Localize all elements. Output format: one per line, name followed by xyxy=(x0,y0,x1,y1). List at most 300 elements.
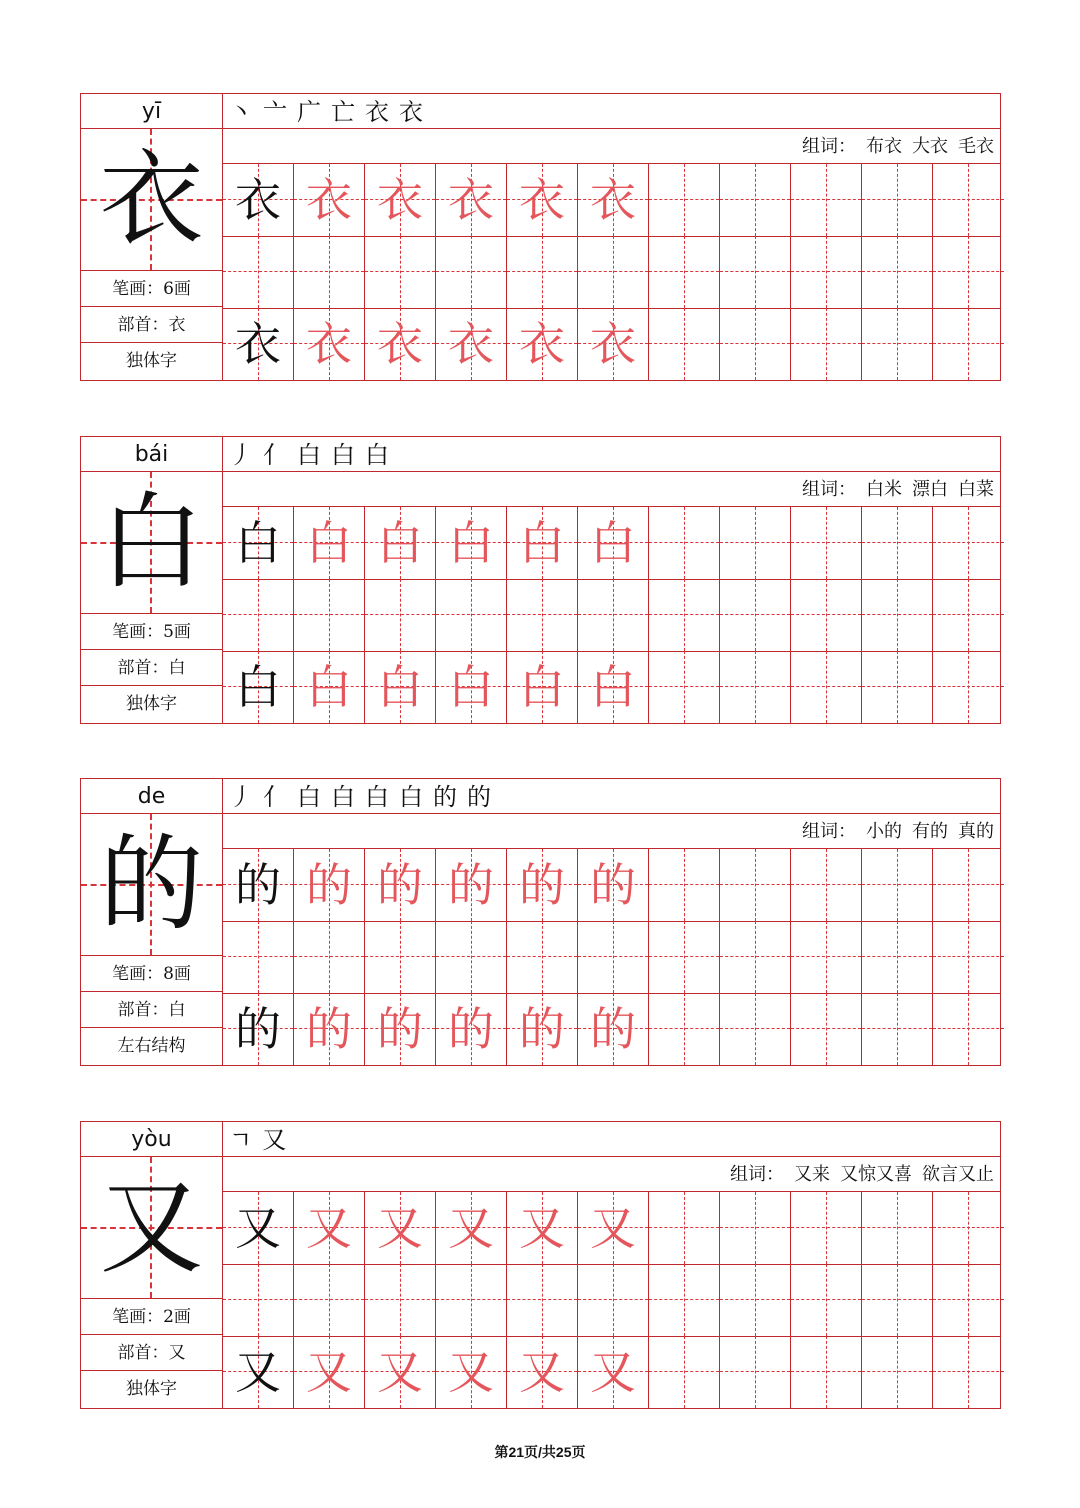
example-character: 又 xyxy=(235,1345,281,1399)
writing-cell[interactable] xyxy=(578,921,649,993)
trace-character: 又 xyxy=(377,1201,423,1255)
writing-cell[interactable] xyxy=(223,849,294,921)
guide-line-vertical xyxy=(968,1264,969,1336)
trace-character: 又 xyxy=(377,1345,423,1399)
example-word: 真的 xyxy=(958,821,994,842)
guide-line-vertical xyxy=(258,579,259,651)
writing-cell[interactable] xyxy=(862,308,933,380)
writing-cell[interactable] xyxy=(720,236,791,308)
guide-line-vertical xyxy=(400,921,401,993)
example-character: 的 xyxy=(235,1002,281,1056)
guide-line-vertical xyxy=(897,849,898,921)
word-examples-row xyxy=(223,129,1000,164)
trace-character: 又 xyxy=(590,1201,636,1255)
page-footer: 第21页/共25页 xyxy=(494,1444,586,1460)
writing-cell[interactable] xyxy=(436,993,507,1065)
example-word: 布衣 xyxy=(866,136,902,157)
trace-character: 白 xyxy=(519,660,565,714)
trace-character: 白 xyxy=(448,516,494,570)
writing-cell[interactable] xyxy=(649,1264,720,1336)
writing-cell[interactable] xyxy=(933,1192,1004,1264)
writing-cell[interactable] xyxy=(649,1336,720,1408)
stroke-count-label: 笔画：2画 xyxy=(81,1299,222,1335)
example-character: 白 xyxy=(235,516,281,570)
guide-line-vertical xyxy=(542,921,543,993)
practice-row xyxy=(223,236,1000,308)
writing-cell[interactable] xyxy=(862,236,933,308)
writing-cell[interactable] xyxy=(507,164,578,236)
writing-cell[interactable] xyxy=(294,579,365,651)
writing-cell[interactable] xyxy=(365,507,436,579)
radical-label: 部首：衣 xyxy=(81,307,222,343)
writing-cell[interactable] xyxy=(862,1336,933,1408)
writing-cell[interactable] xyxy=(294,849,365,921)
guide-line-vertical xyxy=(897,993,898,1065)
pinyin-label: de xyxy=(81,779,222,814)
writing-cell[interactable] xyxy=(365,1264,436,1336)
writing-cell[interactable] xyxy=(649,164,720,236)
writing-cell[interactable] xyxy=(578,849,649,921)
writing-cell[interactable] xyxy=(720,507,791,579)
guide-line-vertical xyxy=(968,236,969,308)
radical-label: 部首：又 xyxy=(81,1335,222,1371)
example-word: 白米 xyxy=(866,479,902,500)
writing-cell[interactable] xyxy=(578,164,649,236)
writing-cell[interactable] xyxy=(365,921,436,993)
trace-character: 衣 xyxy=(306,317,352,371)
stroke-step: 衣 xyxy=(365,98,393,126)
writing-cell[interactable] xyxy=(791,993,862,1065)
writing-cell[interactable] xyxy=(649,236,720,308)
writing-cell[interactable] xyxy=(862,507,933,579)
writing-cell[interactable] xyxy=(933,849,1004,921)
stroke-step: 衣 xyxy=(399,98,427,126)
writing-cell[interactable] xyxy=(933,921,1004,993)
writing-cell[interactable] xyxy=(791,1336,862,1408)
writing-cell[interactable] xyxy=(933,164,1004,236)
stroke-step: 白 xyxy=(297,441,325,469)
writing-cell[interactable] xyxy=(436,1264,507,1336)
writing-cell[interactable] xyxy=(649,849,720,921)
example-character: 的 xyxy=(235,858,281,912)
writing-cell[interactable] xyxy=(294,993,365,1065)
model-character: 衣 xyxy=(99,138,204,260)
writing-cell[interactable] xyxy=(862,1264,933,1336)
writing-cell[interactable] xyxy=(791,308,862,380)
guide-line-vertical xyxy=(968,164,969,236)
writing-cell[interactable] xyxy=(223,579,294,651)
writing-cell[interactable] xyxy=(223,1192,294,1264)
guide-line-vertical xyxy=(755,507,756,579)
guide-line-vertical xyxy=(613,579,614,651)
trace-character: 白 xyxy=(519,516,565,570)
writing-cell[interactable] xyxy=(791,236,862,308)
guide-line-vertical xyxy=(897,579,898,651)
writing-cell[interactable] xyxy=(436,236,507,308)
stroke-step: 丿 xyxy=(229,441,257,469)
practice-row xyxy=(223,507,1000,579)
writing-cell[interactable] xyxy=(223,651,294,723)
guide-line-vertical xyxy=(968,921,969,993)
writing-cell[interactable] xyxy=(507,1264,578,1336)
structure-label: 左右结构 xyxy=(117,1036,186,1056)
writing-cell[interactable] xyxy=(507,236,578,308)
practice-row xyxy=(223,1336,1000,1408)
writing-cell[interactable] xyxy=(720,579,791,651)
writing-cell[interactable] xyxy=(436,651,507,723)
guide-line-vertical xyxy=(755,308,756,380)
writing-cell[interactable] xyxy=(223,164,294,236)
example-character: 白 xyxy=(235,660,281,714)
character-card xyxy=(80,436,1001,724)
guide-line-vertical xyxy=(968,1336,969,1408)
structure-label: 独体字 xyxy=(126,351,177,371)
writing-cell[interactable] xyxy=(791,921,862,993)
trace-character: 的 xyxy=(590,858,636,912)
writing-cell[interactable] xyxy=(933,236,1004,308)
trace-character: 又 xyxy=(590,1345,636,1399)
trace-character: 又 xyxy=(519,1201,565,1255)
writing-cell[interactable] xyxy=(578,507,649,579)
writing-cell[interactable] xyxy=(578,236,649,308)
writing-cell[interactable] xyxy=(507,993,578,1065)
guide-line-vertical xyxy=(684,236,685,308)
writing-cell[interactable] xyxy=(862,1192,933,1264)
writing-cell[interactable] xyxy=(649,651,720,723)
model-character-box xyxy=(81,472,222,614)
character-info-panel xyxy=(81,779,223,1065)
guide-line-vertical xyxy=(968,507,969,579)
guide-line-vertical xyxy=(826,849,827,921)
writing-cell[interactable] xyxy=(578,993,649,1065)
writing-cell[interactable] xyxy=(578,1192,649,1264)
practice-row xyxy=(223,993,1000,1065)
guide-line-vertical xyxy=(826,507,827,579)
trace-character: 衣 xyxy=(377,173,423,227)
writing-cell[interactable] xyxy=(294,1192,365,1264)
writing-cell[interactable] xyxy=(578,1264,649,1336)
writing-cell[interactable] xyxy=(507,849,578,921)
writing-cell[interactable] xyxy=(933,308,1004,380)
trace-character: 又 xyxy=(448,1201,494,1255)
trace-character: 白 xyxy=(306,516,352,570)
writing-cell[interactable] xyxy=(223,921,294,993)
stroke-order-row xyxy=(223,1122,1000,1157)
trace-character: 的 xyxy=(590,1002,636,1056)
trace-character: 衣 xyxy=(377,317,423,371)
writing-cell[interactable] xyxy=(578,651,649,723)
writing-cell[interactable] xyxy=(720,993,791,1065)
guide-line-vertical xyxy=(684,507,685,579)
trace-character: 又 xyxy=(306,1345,352,1399)
stroke-step: 白 xyxy=(399,783,427,811)
writing-cell[interactable] xyxy=(436,849,507,921)
writing-cell[interactable] xyxy=(294,308,365,380)
trace-character: 的 xyxy=(519,858,565,912)
guide-line-vertical xyxy=(684,164,685,236)
writing-cell[interactable] xyxy=(649,993,720,1065)
stroke-step: ㄱ xyxy=(229,1126,257,1154)
character-card xyxy=(80,1121,1001,1409)
writing-cell[interactable] xyxy=(933,507,1004,579)
stroke-step: 亡 xyxy=(331,98,359,126)
words-label: 组词： xyxy=(802,136,856,157)
character-card xyxy=(80,93,1001,381)
guide-line-vertical xyxy=(471,921,472,993)
stroke-step: 白 xyxy=(297,783,325,811)
guide-line-vertical xyxy=(684,1264,685,1336)
practice-row xyxy=(223,651,1000,723)
trace-character: 白 xyxy=(448,660,494,714)
writing-cell[interactable] xyxy=(223,1264,294,1336)
guide-line-vertical xyxy=(897,236,898,308)
writing-cell[interactable] xyxy=(933,1336,1004,1408)
writing-cell[interactable] xyxy=(862,921,933,993)
guide-line-vertical xyxy=(684,849,685,921)
writing-cell[interactable] xyxy=(862,849,933,921)
practice-row xyxy=(223,1264,1000,1336)
writing-cell[interactable] xyxy=(223,308,294,380)
writing-cell[interactable] xyxy=(223,993,294,1065)
practice-row xyxy=(223,921,1000,993)
guide-line-vertical xyxy=(897,921,898,993)
guide-line-vertical xyxy=(684,308,685,380)
writing-cell[interactable] xyxy=(720,651,791,723)
guide-line-vertical xyxy=(258,236,259,308)
guide-line-vertical xyxy=(684,1192,685,1264)
writing-cell[interactable] xyxy=(791,1264,862,1336)
writing-cell[interactable] xyxy=(720,1192,791,1264)
radical-label: 部首：白 xyxy=(81,650,222,686)
guide-line-vertical xyxy=(400,579,401,651)
practice-row xyxy=(223,308,1000,380)
words-label: 组词： xyxy=(730,1164,784,1185)
writing-cell[interactable] xyxy=(649,921,720,993)
trace-character: 白 xyxy=(377,516,423,570)
writing-cell[interactable] xyxy=(436,579,507,651)
guide-line-vertical xyxy=(755,236,756,308)
writing-cell[interactable] xyxy=(365,164,436,236)
trace-character: 白 xyxy=(306,660,352,714)
guide-line-vertical xyxy=(968,651,969,723)
writing-cell[interactable] xyxy=(507,579,578,651)
writing-cell[interactable] xyxy=(933,993,1004,1065)
model-character-box xyxy=(81,814,222,956)
character-info-panel xyxy=(81,437,223,723)
writing-cell[interactable] xyxy=(365,651,436,723)
guide-line-vertical xyxy=(755,1192,756,1264)
writing-cell[interactable] xyxy=(933,579,1004,651)
writing-cell[interactable] xyxy=(365,1336,436,1408)
trace-character: 的 xyxy=(306,1002,352,1056)
writing-cell[interactable] xyxy=(720,1264,791,1336)
writing-cell[interactable] xyxy=(365,308,436,380)
writing-cell[interactable] xyxy=(578,1336,649,1408)
guide-line-vertical xyxy=(897,1192,898,1264)
words-label: 组词： xyxy=(802,479,856,500)
writing-cell[interactable] xyxy=(436,164,507,236)
guide-line-vertical xyxy=(755,1264,756,1336)
writing-cell[interactable] xyxy=(507,507,578,579)
writing-cell[interactable] xyxy=(436,921,507,993)
guide-line-vertical xyxy=(684,993,685,1065)
guide-line-vertical xyxy=(755,651,756,723)
guide-line-vertical xyxy=(826,921,827,993)
guide-line-vertical xyxy=(755,849,756,921)
guide-line-vertical xyxy=(755,921,756,993)
guide-line-vertical xyxy=(968,849,969,921)
stroke-step: 广 xyxy=(297,98,325,126)
writing-cell[interactable] xyxy=(720,849,791,921)
guide-line-vertical xyxy=(542,1264,543,1336)
writing-cell[interactable] xyxy=(294,1336,365,1408)
trace-character: 衣 xyxy=(306,173,352,227)
guide-line-vertical xyxy=(613,921,614,993)
guide-line-vertical xyxy=(613,1264,614,1336)
example-word: 小的 xyxy=(866,821,902,842)
writing-cell[interactable] xyxy=(720,164,791,236)
guide-line-vertical xyxy=(826,993,827,1065)
pinyin-label: yòu xyxy=(81,1122,222,1157)
stroke-step: 丿 xyxy=(229,783,257,811)
writing-cell[interactable] xyxy=(507,1192,578,1264)
writing-cell[interactable] xyxy=(223,507,294,579)
model-character: 又 xyxy=(99,1166,204,1288)
writing-cell[interactable] xyxy=(649,1192,720,1264)
trace-character: 的 xyxy=(448,1002,494,1056)
writing-cell[interactable] xyxy=(294,651,365,723)
writing-cell[interactable] xyxy=(649,308,720,380)
trace-character: 白 xyxy=(377,660,423,714)
writing-cell[interactable] xyxy=(365,993,436,1065)
writing-cell[interactable] xyxy=(933,1264,1004,1336)
word-examples-row xyxy=(223,1157,1000,1192)
guide-line-vertical xyxy=(755,579,756,651)
writing-cell[interactable] xyxy=(791,507,862,579)
writing-cell[interactable] xyxy=(791,849,862,921)
guide-line-vertical xyxy=(897,651,898,723)
guide-line-vertical xyxy=(258,1264,259,1336)
writing-cell[interactable] xyxy=(720,921,791,993)
guide-line-vertical xyxy=(897,164,898,236)
guide-line-vertical xyxy=(897,308,898,380)
writing-cell[interactable] xyxy=(649,579,720,651)
example-word: 欲言又止 xyxy=(922,1164,994,1185)
writing-cell[interactable] xyxy=(578,308,649,380)
guide-line-vertical xyxy=(897,507,898,579)
writing-cell[interactable] xyxy=(507,651,578,723)
writing-cell[interactable] xyxy=(365,1192,436,1264)
word-examples-row xyxy=(223,472,1000,507)
trace-character: 衣 xyxy=(519,173,565,227)
writing-cell[interactable] xyxy=(507,308,578,380)
writing-cell[interactable] xyxy=(578,579,649,651)
writing-cell[interactable] xyxy=(294,507,365,579)
writing-cell[interactable] xyxy=(507,1336,578,1408)
writing-cell[interactable] xyxy=(365,579,436,651)
writing-cell[interactable] xyxy=(294,1264,365,1336)
writing-cell[interactable] xyxy=(223,236,294,308)
trace-character: 又 xyxy=(306,1201,352,1255)
writing-cell[interactable] xyxy=(649,507,720,579)
guide-line-vertical xyxy=(826,1264,827,1336)
writing-cell[interactable] xyxy=(436,308,507,380)
trace-character: 衣 xyxy=(590,317,636,371)
writing-cell[interactable] xyxy=(791,164,862,236)
trace-character: 的 xyxy=(519,1002,565,1056)
guide-line-vertical xyxy=(968,579,969,651)
character-info-panel xyxy=(81,1122,223,1408)
character-info-panel xyxy=(81,94,223,380)
stroke-count-label: 笔画：5画 xyxy=(81,614,222,650)
guide-line-vertical xyxy=(897,1336,898,1408)
guide-line-vertical xyxy=(826,1336,827,1408)
writing-cell[interactable] xyxy=(862,579,933,651)
writing-cell[interactable] xyxy=(294,236,365,308)
writing-cell[interactable] xyxy=(791,651,862,723)
stroke-order-row xyxy=(223,437,1000,472)
writing-cell[interactable] xyxy=(294,164,365,236)
example-character: 衣 xyxy=(235,173,281,227)
example-word: 漂白 xyxy=(912,479,948,500)
writing-cell[interactable] xyxy=(791,1192,862,1264)
stroke-step: 亻 xyxy=(263,441,291,469)
practice-panel xyxy=(223,1122,1000,1408)
writing-cell[interactable] xyxy=(720,1336,791,1408)
writing-cell[interactable] xyxy=(365,849,436,921)
writing-cell[interactable] xyxy=(294,921,365,993)
radical-label: 部首：白 xyxy=(81,992,222,1028)
practice-panel xyxy=(223,437,1000,723)
guide-line-vertical xyxy=(329,236,330,308)
guide-line-vertical xyxy=(400,236,401,308)
writing-cell[interactable] xyxy=(862,651,933,723)
practice-row xyxy=(223,164,1000,236)
writing-cell[interactable] xyxy=(862,164,933,236)
guide-line-vertical xyxy=(329,579,330,651)
stroke-step: 亠 xyxy=(263,98,291,126)
writing-cell[interactable] xyxy=(933,651,1004,723)
example-word: 有的 xyxy=(912,821,948,842)
writing-cell[interactable] xyxy=(436,1336,507,1408)
guide-line-vertical xyxy=(826,164,827,236)
stroke-order-row xyxy=(223,779,1000,814)
structure-label: 独体字 xyxy=(126,694,177,714)
example-word: 又来 xyxy=(794,1164,830,1185)
writing-cell[interactable] xyxy=(436,1192,507,1264)
stroke-count-label: 笔画：6画 xyxy=(81,271,222,307)
stroke-step: 又 xyxy=(262,1126,291,1154)
writing-cell[interactable] xyxy=(365,236,436,308)
stroke-step: 白 xyxy=(365,783,393,811)
trace-character: 的 xyxy=(377,858,423,912)
pinyin-label: bái xyxy=(81,437,222,472)
trace-character: 的 xyxy=(306,858,352,912)
model-character-box xyxy=(81,1157,222,1299)
writing-cell[interactable] xyxy=(507,921,578,993)
writing-cell[interactable] xyxy=(223,1336,294,1408)
stroke-step: 的 xyxy=(467,783,495,811)
writing-cell[interactable] xyxy=(862,993,933,1065)
trace-character: 衣 xyxy=(590,173,636,227)
guide-line-vertical xyxy=(258,921,259,993)
writing-cell[interactable] xyxy=(436,507,507,579)
guide-line-vertical xyxy=(826,1192,827,1264)
writing-cell[interactable] xyxy=(791,579,862,651)
example-word: 又惊又喜 xyxy=(840,1164,912,1185)
stroke-count-label: 笔画：8画 xyxy=(81,956,222,992)
writing-cell[interactable] xyxy=(720,308,791,380)
